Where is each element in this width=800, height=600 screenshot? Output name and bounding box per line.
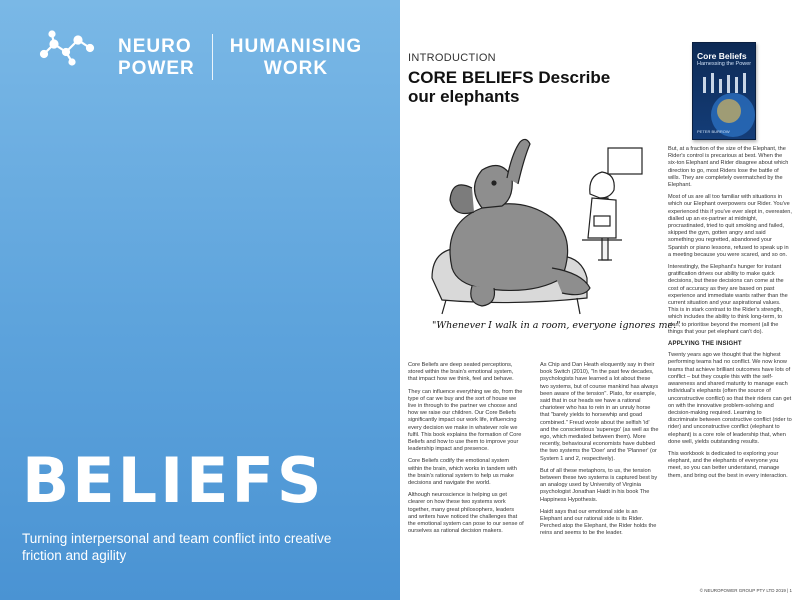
content-page xyxy=(400,0,800,600)
cover-subtitle: Turning interpersonal and team conflict into creative friction and agility xyxy=(22,531,332,563)
paragraph: But, at a fraction of the size of the Elephant, the Rider's control is precarious at best. When the six-ton Elephant and Rider disagree about which direction to go, most Riders lose the battle of wills. They are completely overmatched by the Elephant. xyxy=(668,146,789,189)
book-subtitle: Harnessing the Power xyxy=(697,61,752,67)
page-title xyxy=(408,68,638,106)
paragraph: Although neuroscience is helping us get clearer on how these two systems work together, many great philosophers, leaders and writers have noticed the challenges that the emotional system can pose to our sense of ourselves as rational decision makers. xyxy=(408,492,524,535)
paragraph: This workbook is dedicated to exploring your elephant, and the elephants of everyone you meet, so you can better understand, manage them, and bring out the best in every interaction. xyxy=(668,450,788,479)
molecule-icon xyxy=(38,28,98,68)
paragraph: But of all these metaphors, to us, the tension between these two systems is captured best by an analogy used by University of Virginia psychologist Jonathan Haidt in his book The Happiness Hypothesis. xyxy=(540,467,658,503)
elephant-cartoon xyxy=(412,128,652,338)
book-cover xyxy=(692,42,756,140)
paragraph: Twenty years ago we thought that the highest performing teams had no conflict. We now know teams that achieve brilliant outcomes have lots of conflict – but they couple this with the self-awareness and shared maturity to manage each individual's elephants (often the source of unconstructive conflict) so that their riders can get on with the innovative problem-solving and decision-making required. Learning to discriminate between constructive conflict (rider to rider) and unconstructive conflict (elephant to elephant) is a core role of leadership that, when done well, yields outstanding results. xyxy=(668,352,792,445)
section-heading: APPLYING THE INSIGHT xyxy=(668,341,742,348)
text-column-2 xyxy=(540,362,660,543)
section-kicker: INTRODUCTION xyxy=(408,52,496,64)
book-title: Core Beliefs xyxy=(697,51,747,61)
logo-divider xyxy=(212,34,213,80)
paragraph: Core Beliefs codify the emotional system within the brain, which works in tandem with the brain's rational system to help us make decisions and navigate the world. xyxy=(408,458,517,487)
cover-title: BELIEFS xyxy=(22,444,325,517)
paragraph: As Chip and Dan Heath eloquently say in their book Switch (2010), "In the past few decades, psychologists have learned a lot about these two systems, but of course mankind has always been aware of the tension". Plato, for example, said that in our heads we have a rational charioteer who has to rein in an unruly horse that "barely yields to horsewhip and goad combined." Freud wrote about the selfish 'id' and the conscientious 'superego' (as well as the ego, which mediated between them). More recently, behavioural economists have dubbed the two systems the 'Doer' and the 'Planner' (or System 1 and 2, respectively). xyxy=(540,362,659,462)
text-column-3 xyxy=(668,146,792,485)
brand-name: NEURO POWER xyxy=(118,36,195,79)
cartoon-caption: "Whenever I walk in a room, everyone ignores me." xyxy=(432,320,681,331)
text-column-1 xyxy=(408,362,524,540)
page-footer: © NEUROPOWER GROUP PTY LTD 2019 | 1 xyxy=(699,588,792,593)
neuropower-logo xyxy=(38,28,98,68)
book-author: PETER BURROW xyxy=(697,129,730,134)
paragraph: Most of us are all too familiar with situations in which our Elephant overpowers our Rider. You've experienced this if you've ever slept in, overeaten, dialled up an ex-partner at midnight, procrastinated, tried to quit smoking and failed, skipped the gym, gotten angry and said something you regretted, abandoned your Spanish or piano lessons, refused to speak up in a meeting because you were scared, and so on. xyxy=(668,194,792,258)
brand-tagline: HUMANISING WORK xyxy=(229,36,363,79)
paragraph: Interestingly, the Elephant's hunger for instant gratification drives our ability to make quick decisions, but these decisions can come at the cost of accuracy as they are based on past experience and immediate wants rather than the current situation and your aspirational values. This is in stark contrast to the Rider's strength, which includes the ability to think long-term, to plan, to prioritise beyond the moment (all the things that your pet elephant can't do). xyxy=(668,264,788,335)
paragraph: They can influence everything we do, from the type of car we buy and the sort of house we live in through to the partner we choose and how we raise our children. Our Core Beliefs significantly impact our work life, influencing every decision we make in whatever role we fulfil. This book explains the formation of Core Beliefs and how to use them to improve your leadership impact and presence. xyxy=(408,388,523,453)
paragraph: Haidt says that our emotional side is an Elephant and our rational side is its Rider. Perched atop the Elephant, the Rider holds the reins and seems to be the leader. xyxy=(540,508,657,537)
page-title-text: CORE BELIEFS Describe our elephants xyxy=(408,68,611,106)
paragraph: Core Beliefs are deep seated perceptions, stored within the brain's emotional system, that impact how we think, feel and behave. xyxy=(408,362,514,383)
